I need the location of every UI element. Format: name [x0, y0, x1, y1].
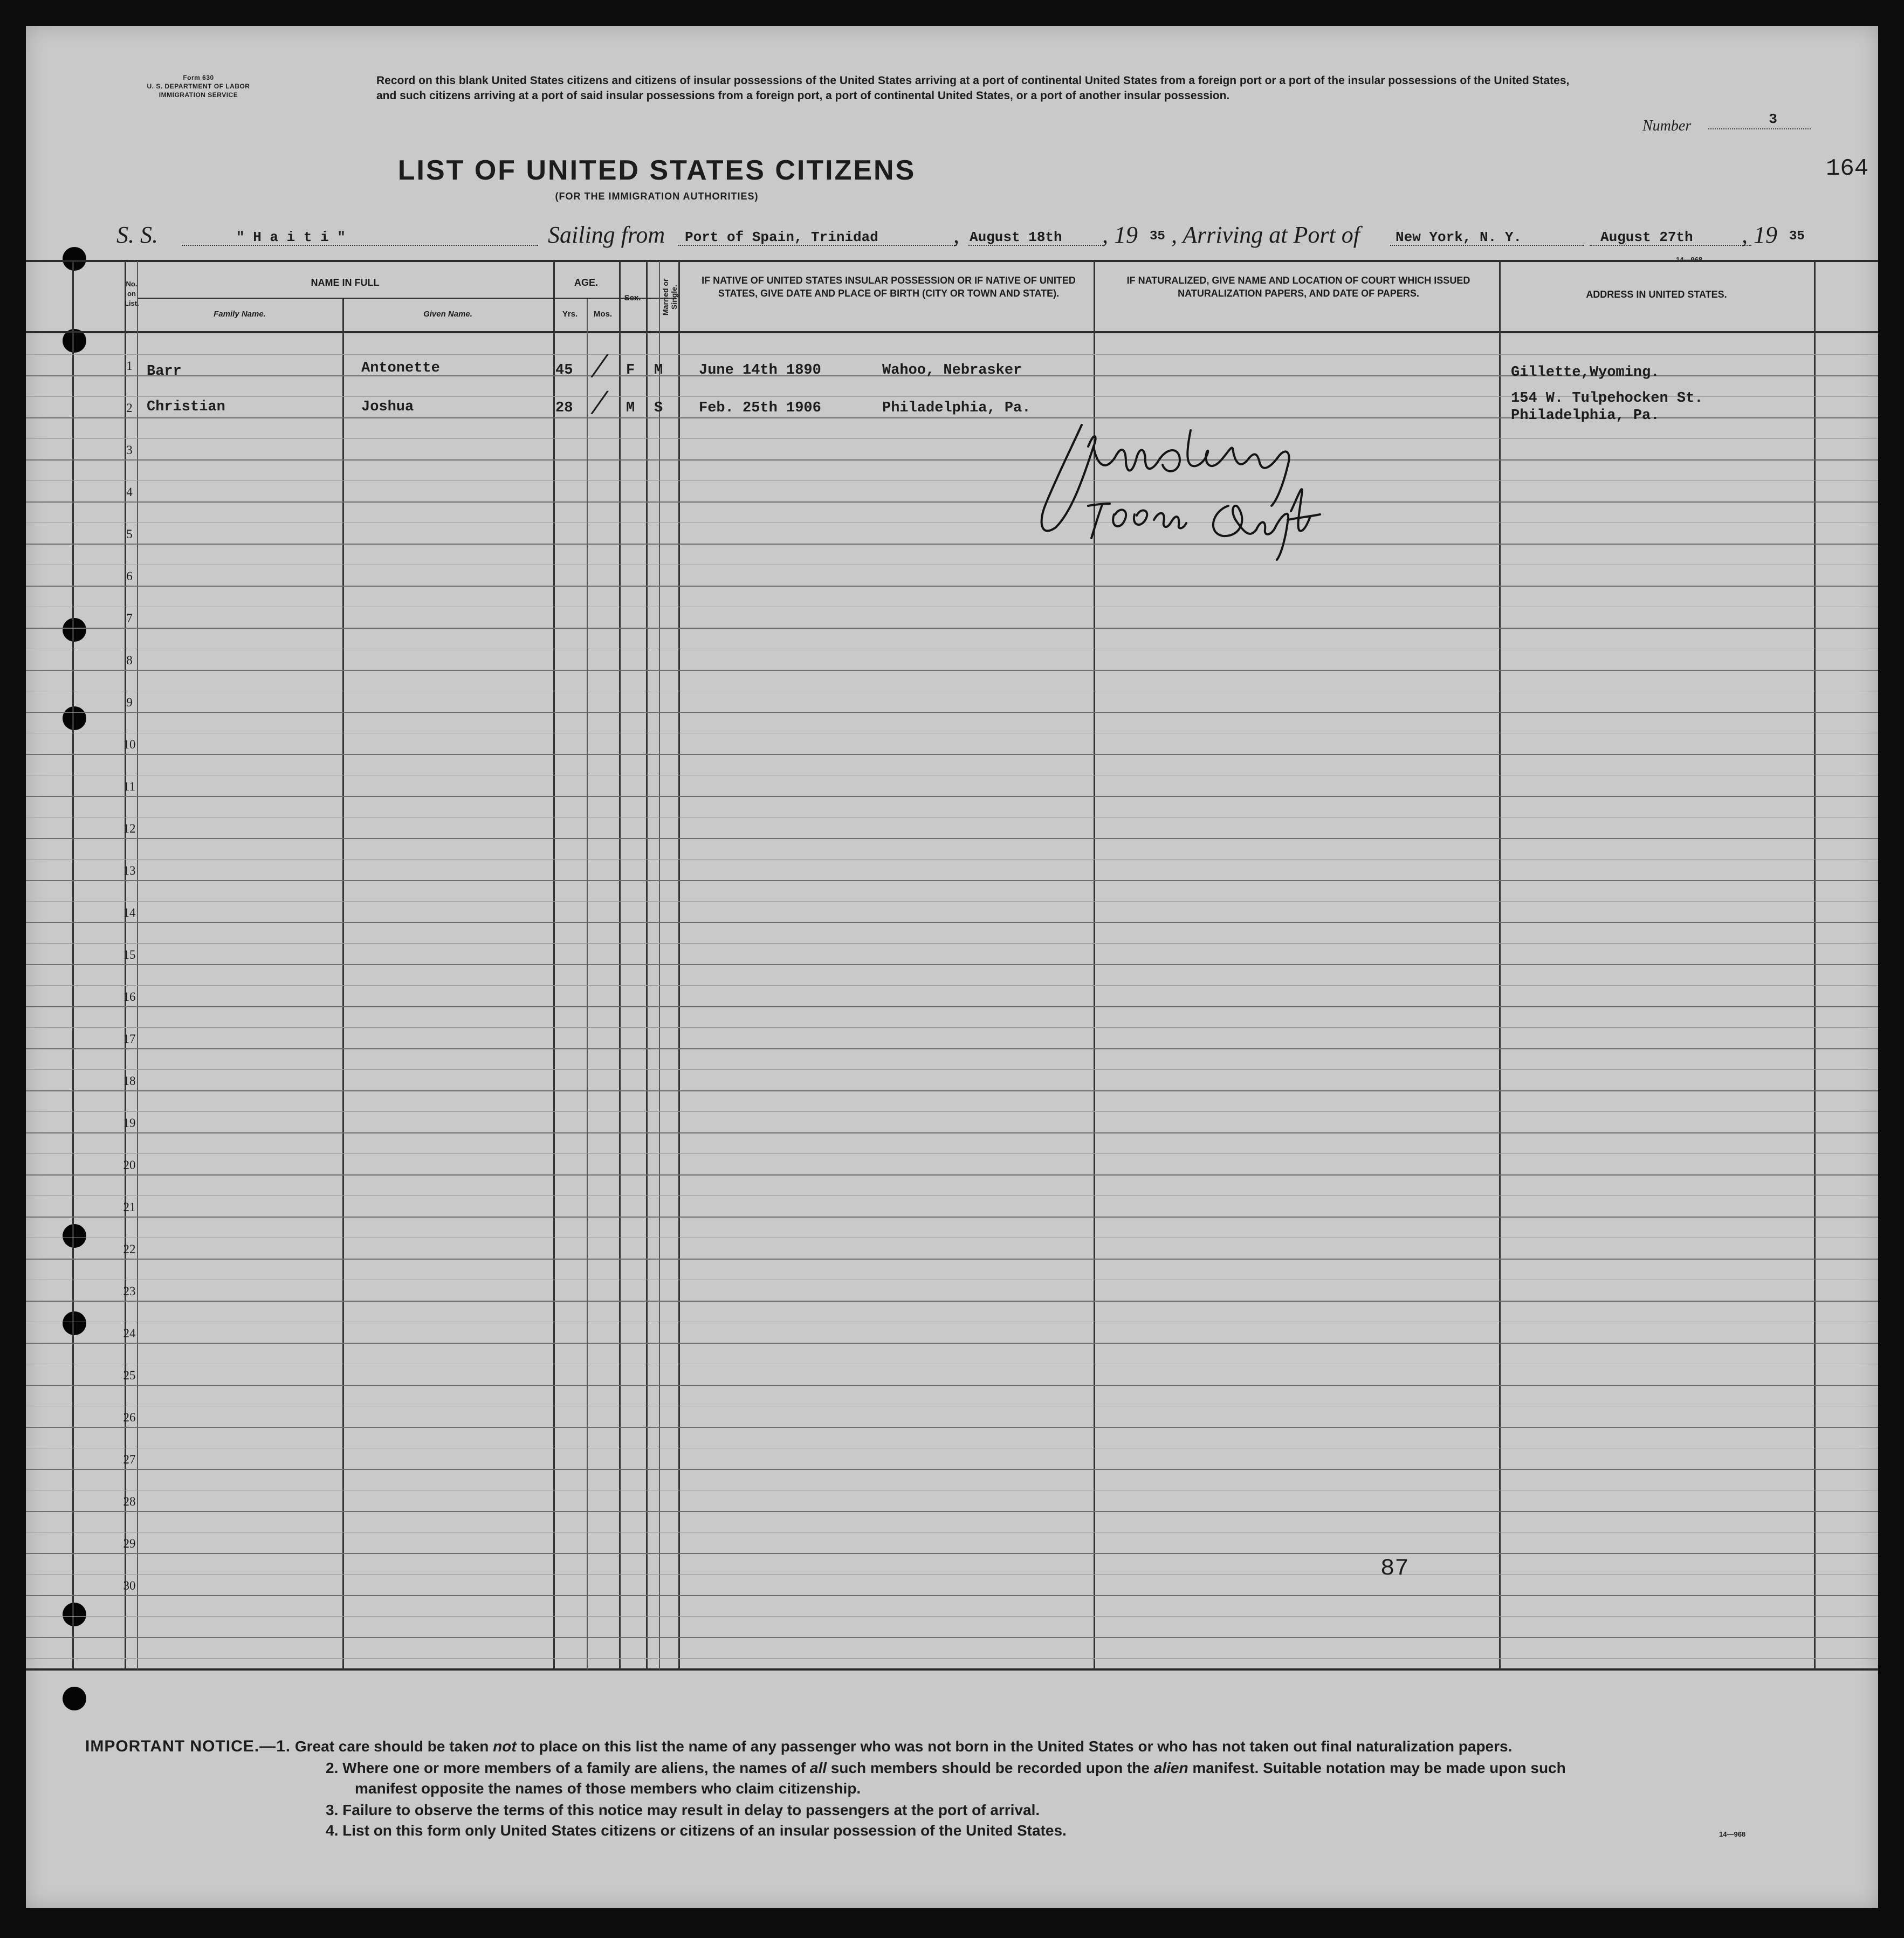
entry-address-line: 154 W. Tulpehocken St. [1511, 390, 1703, 407]
entry-sex: M [626, 400, 635, 416]
row-number: 30 [123, 1579, 136, 1592]
row-guide-line [26, 480, 1878, 481]
entry-given-name: Joshua [361, 399, 414, 415]
row-rule [26, 1090, 1878, 1091]
table-bottom-border [26, 1668, 1878, 1671]
header-married-single: Married or Single. [661, 278, 678, 316]
row-number: 20 [123, 1158, 136, 1172]
row-guide-line [26, 1027, 1878, 1028]
col-line [659, 261, 660, 1669]
header-given-name: Given Name. [423, 310, 472, 319]
inspector-signature [1034, 414, 1390, 565]
notice-item-2 [326, 1758, 1566, 1778]
stamp-number: 87 [1380, 1555, 1409, 1582]
header-birth: IF NATIVE OF UNITED STATES INSULAR POSSESSION OR IF NATIVE OF UNITED STATES, GIVE DATE AND PLACE OF BIRTH (CITY OR TOWN AND STATE). [702, 275, 1076, 299]
row-guide-line [26, 1574, 1878, 1575]
row-rule [26, 1616, 1878, 1617]
row-rule [26, 1174, 1878, 1176]
arrival-year: 35 [1789, 229, 1805, 244]
header-name-in-full: NAME IN FULL [311, 277, 380, 288]
col-line [646, 261, 648, 1669]
entry-birth-date: Feb. 25th 1906 [699, 400, 821, 416]
notice-text: to place on this list the name of any passenger who was not born in the United States or who has not taken out final naturalization papers. [516, 1738, 1513, 1755]
punch-hole [63, 1311, 86, 1335]
row-number: 14 [123, 906, 136, 919]
row-number: 11 [123, 780, 136, 793]
row-number: 3 [126, 443, 133, 457]
notice-item-number: 2. [326, 1760, 339, 1776]
col-line [72, 261, 74, 1669]
row-guide-line [26, 859, 1878, 860]
header-age: AGE. [574, 277, 598, 288]
row-number: 4 [126, 485, 133, 499]
header-yrs: Yrs. [562, 310, 578, 319]
row-number: 6 [126, 569, 133, 583]
row-number: 26 [123, 1411, 136, 1424]
punch-hole [63, 247, 86, 271]
arrival-date: August 27th [1600, 229, 1693, 245]
row-rule [26, 1469, 1878, 1470]
row-number: 10 [123, 738, 136, 751]
row-number: 7 [126, 611, 133, 625]
row-number: 29 [123, 1537, 136, 1550]
entry-address-line: Philadelphia, Pa. [1511, 408, 1660, 424]
row-rule [26, 1427, 1878, 1428]
check-mark: ╱ [591, 389, 608, 416]
entry-birth-date: June 14th 1890 [699, 362, 821, 379]
row-guide-line [26, 943, 1878, 944]
row-rule [26, 838, 1878, 839]
entry-birth-place: Wahoo, Nebrasker [882, 362, 1022, 379]
depart-century: , 19 [1102, 222, 1138, 248]
punch-hole [63, 1603, 86, 1626]
number-label: Number [1642, 118, 1692, 134]
row-number: 2 [126, 401, 133, 415]
notice-item-number: 4. [326, 1822, 339, 1839]
arrival-port: New York, N. Y. [1396, 229, 1522, 245]
notice-heading: IMPORTANT NOTICE.—1. [85, 1737, 291, 1755]
notice-text: Great care should be taken [294, 1738, 493, 1755]
header-naturalized: IF NATURALIZED, GIVE NAME AND LOCATION OF COURT WHICH ISSUED NATURALIZATION PAPERS, AND DATE OF PAPERS. [1126, 275, 1470, 299]
header-family-name: Family Name. [214, 310, 266, 319]
notice-item-4 [326, 1820, 1067, 1841]
row-number: 5 [126, 527, 133, 541]
row-guide-line [26, 1153, 1878, 1154]
row-number: 8 [126, 654, 133, 667]
row-number: 12 [123, 822, 136, 835]
row-rule [26, 544, 1878, 545]
page-subtitle: (FOR THE IMMIGRATION AUTHORITIES) [555, 191, 759, 202]
row-rule [26, 796, 1878, 797]
row-guide-line [26, 438, 1878, 439]
from-port: Port of Spain, Trinidad [685, 229, 878, 245]
row-rule [26, 586, 1878, 587]
depart-year: 35 [1150, 229, 1165, 244]
row-rule [26, 1595, 1878, 1596]
notice-item-1 [85, 1736, 1512, 1757]
header-no-on-list: No. on List. [125, 280, 139, 307]
row-rule [26, 1637, 1878, 1638]
row-number: 25 [123, 1369, 136, 1382]
row-rule [26, 459, 1878, 461]
punch-hole [63, 1687, 86, 1710]
check-mark: ╱ [591, 353, 608, 380]
row-rule [26, 501, 1878, 503]
form-number: Form 630 [183, 74, 214, 81]
notice-text: such members should be recorded upon the [827, 1760, 1154, 1776]
name-age-subheader-line [137, 298, 676, 299]
row-number: 24 [123, 1327, 136, 1340]
department-name: U. S. DEPARTMENT OF LABOR [147, 83, 250, 90]
col-line [553, 261, 555, 1669]
row-guide-line [26, 1111, 1878, 1112]
row-rule [26, 670, 1878, 671]
row-number: 18 [123, 1074, 136, 1088]
entry-age-yrs: 28 [555, 400, 573, 416]
row-rule [26, 1511, 1878, 1512]
arriving-label: , Arriving at Port of [1171, 222, 1360, 248]
form-identification [91, 73, 306, 99]
row-number: 17 [123, 1032, 136, 1046]
entry-address-line: Gillette,Wyoming. [1511, 365, 1660, 381]
header-mos: Mos. [593, 310, 613, 319]
row-number: 23 [123, 1284, 136, 1298]
row-guide-line [26, 985, 1878, 986]
row-rule [26, 1217, 1878, 1218]
notice-text: List on this form only United States citizens or citizens of an insular possession of the United States. [342, 1822, 1067, 1839]
entry-sex: F [626, 362, 635, 379]
depart-date: August 18th [970, 229, 1062, 245]
header-sex: Sex. [624, 293, 641, 303]
row-rule [26, 754, 1878, 755]
punch-hole [63, 618, 86, 642]
notice-text: Where one or more members of a family are aliens, the names of [342, 1760, 810, 1776]
row-guide-line [26, 354, 1878, 355]
ss-label: S. S. [116, 222, 158, 248]
row-number: 19 [123, 1116, 136, 1130]
notice-item-number: 3. [326, 1802, 339, 1818]
punch-hole [63, 1224, 86, 1248]
row-rule [26, 1343, 1878, 1344]
row-rule [26, 628, 1878, 629]
page-number: 164 [1826, 155, 1869, 182]
row-guide-line [26, 1069, 1878, 1070]
row-rule [26, 712, 1878, 713]
row-number: 27 [123, 1453, 136, 1466]
row-rule [26, 1658, 1878, 1659]
entry-family-name: Barr [147, 363, 182, 380]
punch-hole [63, 706, 86, 730]
entry-marital: S [654, 400, 663, 416]
row-number: 22 [123, 1242, 136, 1256]
col-line [1499, 261, 1501, 1669]
notice-emphasis: not [493, 1738, 517, 1755]
row-guide-line [26, 1195, 1878, 1196]
row-rule [26, 1048, 1878, 1049]
row-rule [26, 1132, 1878, 1133]
row-rule [26, 964, 1878, 965]
page-title: LIST OF UNITED STATES CITIZENS [397, 155, 916, 186]
col-line [678, 261, 680, 1669]
notice-item-3 [326, 1800, 1040, 1820]
row-guide-line [26, 901, 1878, 902]
form-instructions: Record on this blank United States citizens and citizens of insular possessions of the United States arriving at a port of continental United States from a foreign port or a port of the insular possessions of the United States, and such citizens arriving at a port of said insular possessions from a foreign port, a port of continental United States, or a port of another insular possession. [376, 74, 1570, 102]
service-name: IMMIGRATION SERVICE [159, 91, 238, 99]
entry-birth-place: Philadelphia, Pa. [882, 400, 1031, 416]
col-line [619, 261, 621, 1669]
form-code-bottom: 14—968 [1719, 1830, 1746, 1838]
entry-given-name: Antonette [361, 360, 440, 376]
row-rule [26, 1385, 1878, 1386]
notice-item-2-continued: manifest opposite the names of those members who claim citizenship. [355, 1780, 861, 1797]
row-rule [26, 1301, 1878, 1302]
ship-line [182, 245, 538, 246]
number-line [1708, 128, 1811, 129]
row-rule [26, 1553, 1878, 1554]
ship-name: " H a i t i " [236, 229, 346, 245]
row-number: 16 [123, 990, 136, 1004]
entry-age-yrs: 45 [555, 362, 573, 379]
row-number: 28 [123, 1495, 136, 1508]
row-number: 21 [123, 1200, 136, 1214]
voyage-comma: , [953, 222, 959, 248]
notice-text: manifest. Suitable notation may be made upon such [1188, 1760, 1566, 1776]
entry-family-name: Christian [147, 399, 225, 415]
header-address: ADDRESS IN UNITED STATES. [1586, 289, 1727, 300]
arrival-century: , 19 [1742, 222, 1777, 248]
manifest-sheet [26, 26, 1878, 1908]
number-value: 3 [1769, 111, 1777, 127]
row-number: 9 [126, 696, 133, 709]
col-line [342, 299, 344, 1669]
row-number: 15 [123, 948, 136, 961]
row-rule [26, 922, 1878, 923]
sailing-label: Sailing from [548, 222, 665, 248]
row-rule [26, 880, 1878, 881]
entry-marital: M [654, 362, 663, 379]
table-top-border [26, 260, 1878, 262]
notice-emphasis: alien [1153, 1760, 1188, 1776]
notice-text: Failure to observe the terms of this notice may result in delay to passengers at the port of arrival. [342, 1802, 1040, 1818]
col-line [587, 299, 588, 1669]
header-bottom-border [26, 331, 1878, 333]
notice-emphasis: all [809, 1760, 827, 1776]
row-number: 1 [126, 359, 133, 373]
row-rule [26, 1006, 1878, 1007]
col-line [1814, 261, 1816, 1669]
row-number: 13 [123, 864, 136, 877]
row-rule [26, 1259, 1878, 1260]
